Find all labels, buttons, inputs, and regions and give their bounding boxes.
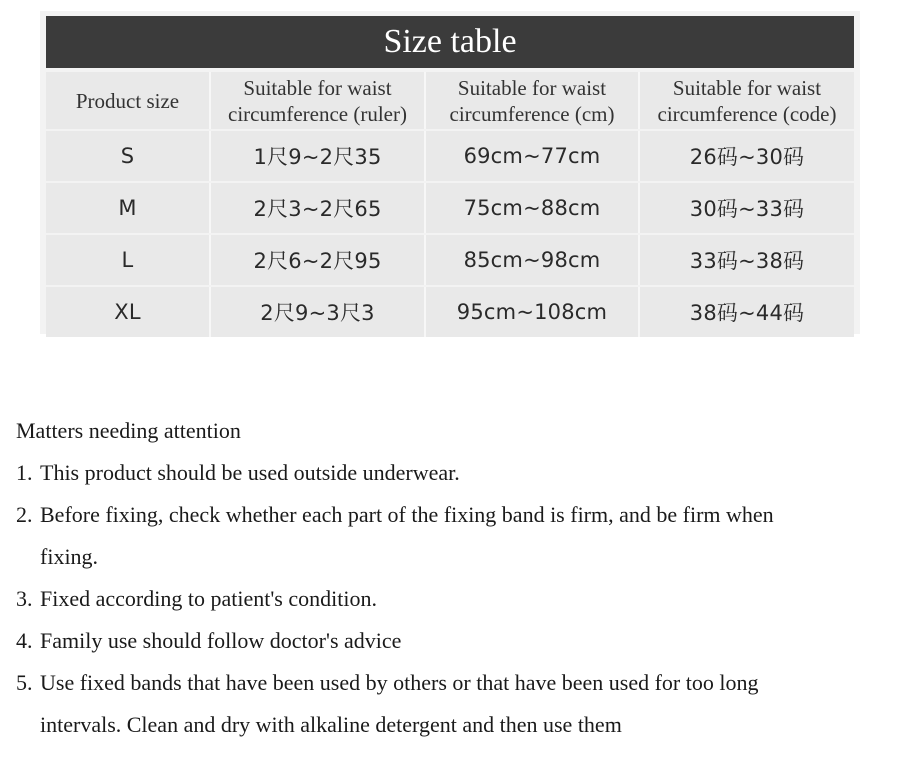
note-number: 2. [16, 502, 33, 527]
note-item [16, 578, 876, 620]
size-table [40, 11, 860, 334]
cell-ruler-s: 1尺9~2尺35 [211, 131, 426, 181]
cell-size-xl: XL [46, 287, 211, 337]
cell-size-m: M [46, 183, 211, 233]
header-waist-cm: Suitable for waist circumference (cm) [426, 72, 640, 129]
cell-size-l: L [46, 235, 211, 285]
note-number: 5. [16, 670, 33, 695]
note-text: Before fixing, check whether each part of the fixing band is firm, and be firm when fixing. [40, 502, 774, 569]
cell-code-s: 26码~30码 [640, 131, 854, 181]
size-table-grid [46, 72, 854, 337]
note-item [16, 452, 876, 494]
note-number: 3. [16, 586, 33, 611]
cell-code-l: 33码~38码 [640, 235, 854, 285]
size-table-title: Size table [46, 16, 854, 68]
note-text: This product should be used outside underwear. [40, 460, 460, 485]
note-number: 1. [16, 460, 33, 485]
header-product-size: Product size [46, 72, 211, 129]
cell-code-xl: 38码~44码 [640, 287, 854, 337]
cell-ruler-xl: 2尺9~3尺3 [211, 287, 426, 337]
note-item [16, 662, 876, 746]
header-waist-code: Suitable for waist circumference (code) [640, 72, 854, 129]
attention-notes [16, 410, 876, 746]
note-text: Use fixed bands that have been used by others or that have been used for too long intervals. Clean and dry with alkaline detergent and then use them [40, 670, 759, 737]
header-waist-ruler: Suitable for waist circumference (ruler) [211, 72, 426, 129]
cell-cm-s: 69cm~77cm [426, 131, 640, 181]
cell-ruler-l: 2尺6~2尺95 [211, 235, 426, 285]
cell-code-m: 30码~33码 [640, 183, 854, 233]
note-text: Fixed according to patient's condition. [40, 586, 377, 611]
note-item [16, 620, 876, 662]
cell-ruler-m: 2尺3~2尺65 [211, 183, 426, 233]
cell-cm-m: 75cm~88cm [426, 183, 640, 233]
cell-cm-xl: 95cm~108cm [426, 287, 640, 337]
note-text: Family use should follow doctor's advice [40, 628, 402, 653]
cell-size-s: S [46, 131, 211, 181]
cell-cm-l: 85cm~98cm [426, 235, 640, 285]
note-number: 4. [16, 628, 33, 653]
notes-title: Matters needing attention [16, 418, 241, 443]
note-item [16, 494, 876, 578]
